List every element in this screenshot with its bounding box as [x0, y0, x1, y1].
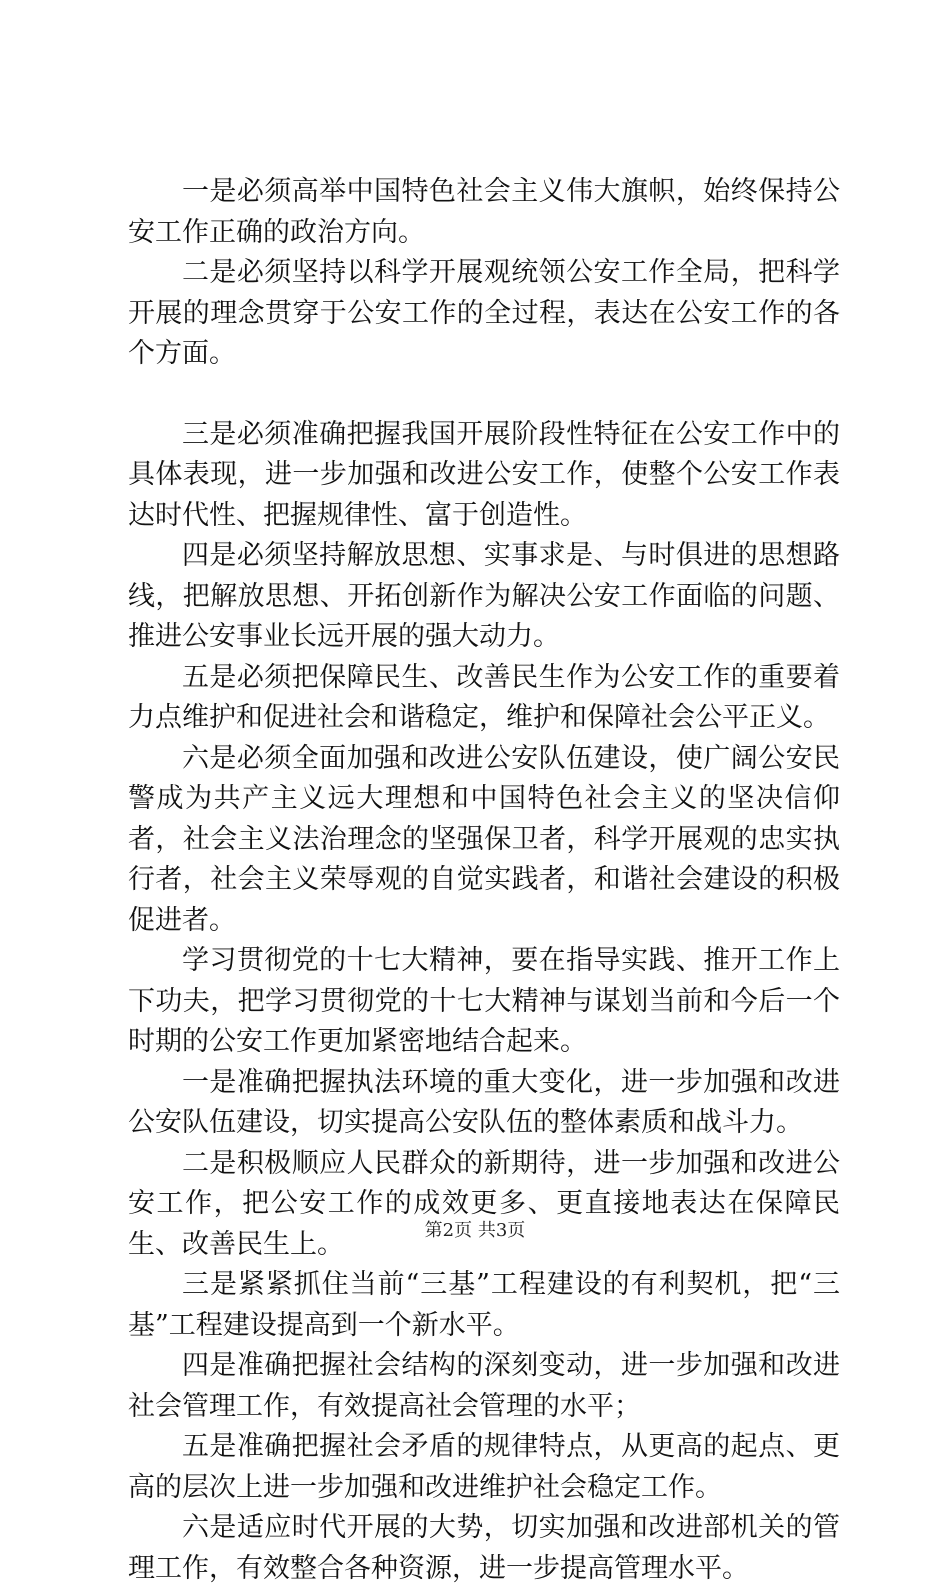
paragraph-12: 五是准确把握社会矛盾的规律特点，从更高的起点、更高的层次上进一步加强和改进维护社会稳定工作。 [128, 1431, 840, 1503]
paragraph-7: 学习贯彻党的十七大精神，要在指导实践、推开工作上下功夫，把学习贯彻党的十七大精神与谋划当前和今后一个时期的公安工作更加紧密地结合起来。 [128, 945, 840, 1057]
paragraph-5: 五是必须把保障民生、改善民生作为公安工作的重要着力点维护和促进社会和谐稳定，维护和保障社会公平正义。 [128, 661, 840, 733]
paragraph-4: 四是必须坚持解放思想、实事求是、与时俱进的思想路线，把解放思想、开拓创新作为解决公安工作面临的问题、推进公安事业长远开展的强大动力。 [128, 540, 840, 652]
document-body [128, 172, 840, 1589]
paragraph-13: 六是适应时代开展的大势，切实加强和改进部机关的管理工作，有效整合各种资源，进一步提高管理水平。 [128, 1512, 840, 1584]
paragraph-11: 四是准确把握社会结构的深刻变动，进一步加强和改进社会管理工作，有效提高社会管理的水平； [128, 1350, 840, 1422]
page-number-footer: 第2页 共3页 [424, 1220, 526, 1241]
paragraph-1: 一是必须高举中国特色社会主义伟大旗帜，始终保持公安工作正确的政治方向。 [128, 176, 840, 248]
paragraph-8: 一是准确把握执法环境的重大变化，进一步加强和改进公安队伍建设，切实提高公安队伍的整体素质和战斗力。 [128, 1066, 840, 1138]
paragraph-9: 二是积极顺应人民群众的新期待，进一步加强和改进公安工作，把公安工作的成效更多、更直接地表达在保障民生、改善民生上。 [128, 1147, 840, 1260]
paragraph-3: 三是必须准确把握我国开展阶段性特征在公安工作中的具体表现，进一步加强和改进公安工作，使整个公安工作表达时代性、把握规律性、富于创造性。 [128, 418, 840, 531]
paragraph-6: 六是必须全面加强和改进公安队伍建设，使广阔公安民警成为共产主义远大理想和中国特色社会主义的坚决信仰者，社会主义法治理念的坚强保卫者，科学开展观的忠实执行者，社会主义荣辱观的自觉实践者，和谐社会建设的积极促进者。 [128, 742, 840, 936]
paragraph-10: 三是紧紧抓住当前“三基”工程建设的有利契机，把“三基”工程建设提高到一个新水平。 [128, 1269, 840, 1341]
paragraph-2: 二是必须坚持以科学开展观统领公安工作全局，把科学开展的理念贯穿于公安工作的全过程，表达在公安工作的各个方面。 [128, 257, 840, 369]
